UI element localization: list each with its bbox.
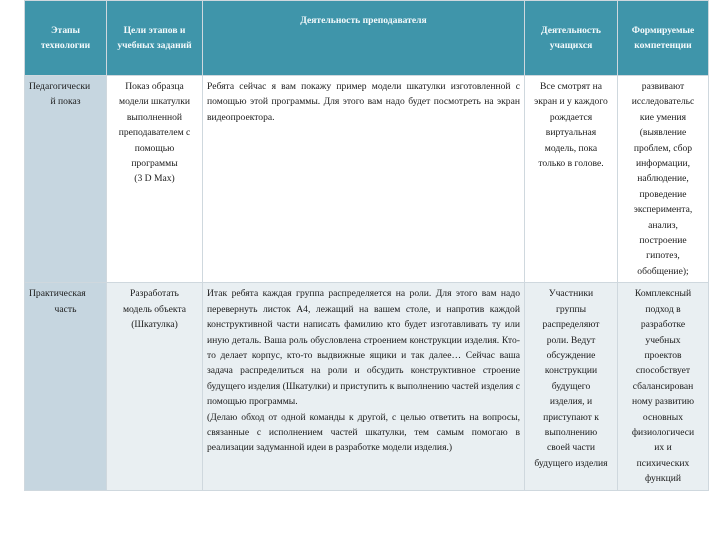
goal-cell: Показ образца модели шкатулки выполненной преподавателем с помощью программы (3 D Max) <box>107 76 203 283</box>
competencies-cell: развивают исследовательс кие умения (выявление проблем, сбор информации, наблюдение, проведение эксперимента, анализ, построение гипотез, обобщение); <box>618 76 709 283</box>
header-stages: Этапы технологии <box>25 1 107 76</box>
teacher-activity-cell: Итак ребята каждая группа распределяется на роли. Для этого вам надо перевернуть листок А4, лежащий на вашем столе, и напротив каждой конструктивной части написать фамилию кто будет изготавливать ту или иную деталь. Ваша роль обусловлена строением конструкции изделия. Кто-то делает корпус, кто-то выдвижные ящики и так далее… Сейчас ваша задача распределиться на роли и обсудить конструктивное строение будущего изделия (Шкатулки) и приступить к выполнению частей изделия с помощью программы. (Делаю обход от одной команды к другой, с целью ответить на вопросы, связанные с исполнением частей шкатулки, тем самым помогаю в реализации задуманной идеи в разработке модели изделия.) <box>203 283 525 490</box>
header-teacher-activity: Деятельность преподавателя <box>203 1 525 76</box>
header-student-activity: Деятельность учащихся <box>525 1 618 76</box>
teacher-activity-cell: Ребята сейчас я вам покажу пример модели шкатулки изготовленной с помощью этой программы. Для этого вам надо будет посмотреть на экран видеопроектора. <box>203 76 525 283</box>
goal-cell: Разработать модель объекта (Шкатулка) <box>107 283 203 490</box>
table-row <box>25 283 709 490</box>
header-goals: Цели этапов и учебных заданий <box>107 1 203 76</box>
stage-cell: Практическая часть <box>25 283 107 490</box>
student-activity-cell: Все смотрят на экран и у каждого рождается виртуальная модель, пока только в голове. <box>525 76 618 283</box>
competencies-cell: Комплексный подход в разработке учебных проектов способствует сбалансирован ному развитию основных физиологичеси их и психических функций <box>618 283 709 490</box>
teacher-note: (Делаю обход от одной команды к другой, с целью ответить на вопросы, связанные с исполнением частей шкатулки, тем самым помогаю в реализации задуманной идеи в разработке модели изделия.) <box>207 411 520 454</box>
stage-cell: Педагогически й показ <box>25 76 107 283</box>
header-competencies: Формируемые компетенции <box>618 1 709 76</box>
table-row <box>25 76 709 283</box>
student-activity-cell: Участники группы распределяют роли. Ведут обсуждение конструкции будущего изделия, и приступают к выполнению своей части будущего изделия <box>525 283 618 490</box>
header-row <box>25 1 709 76</box>
lesson-plan-table <box>24 0 709 491</box>
